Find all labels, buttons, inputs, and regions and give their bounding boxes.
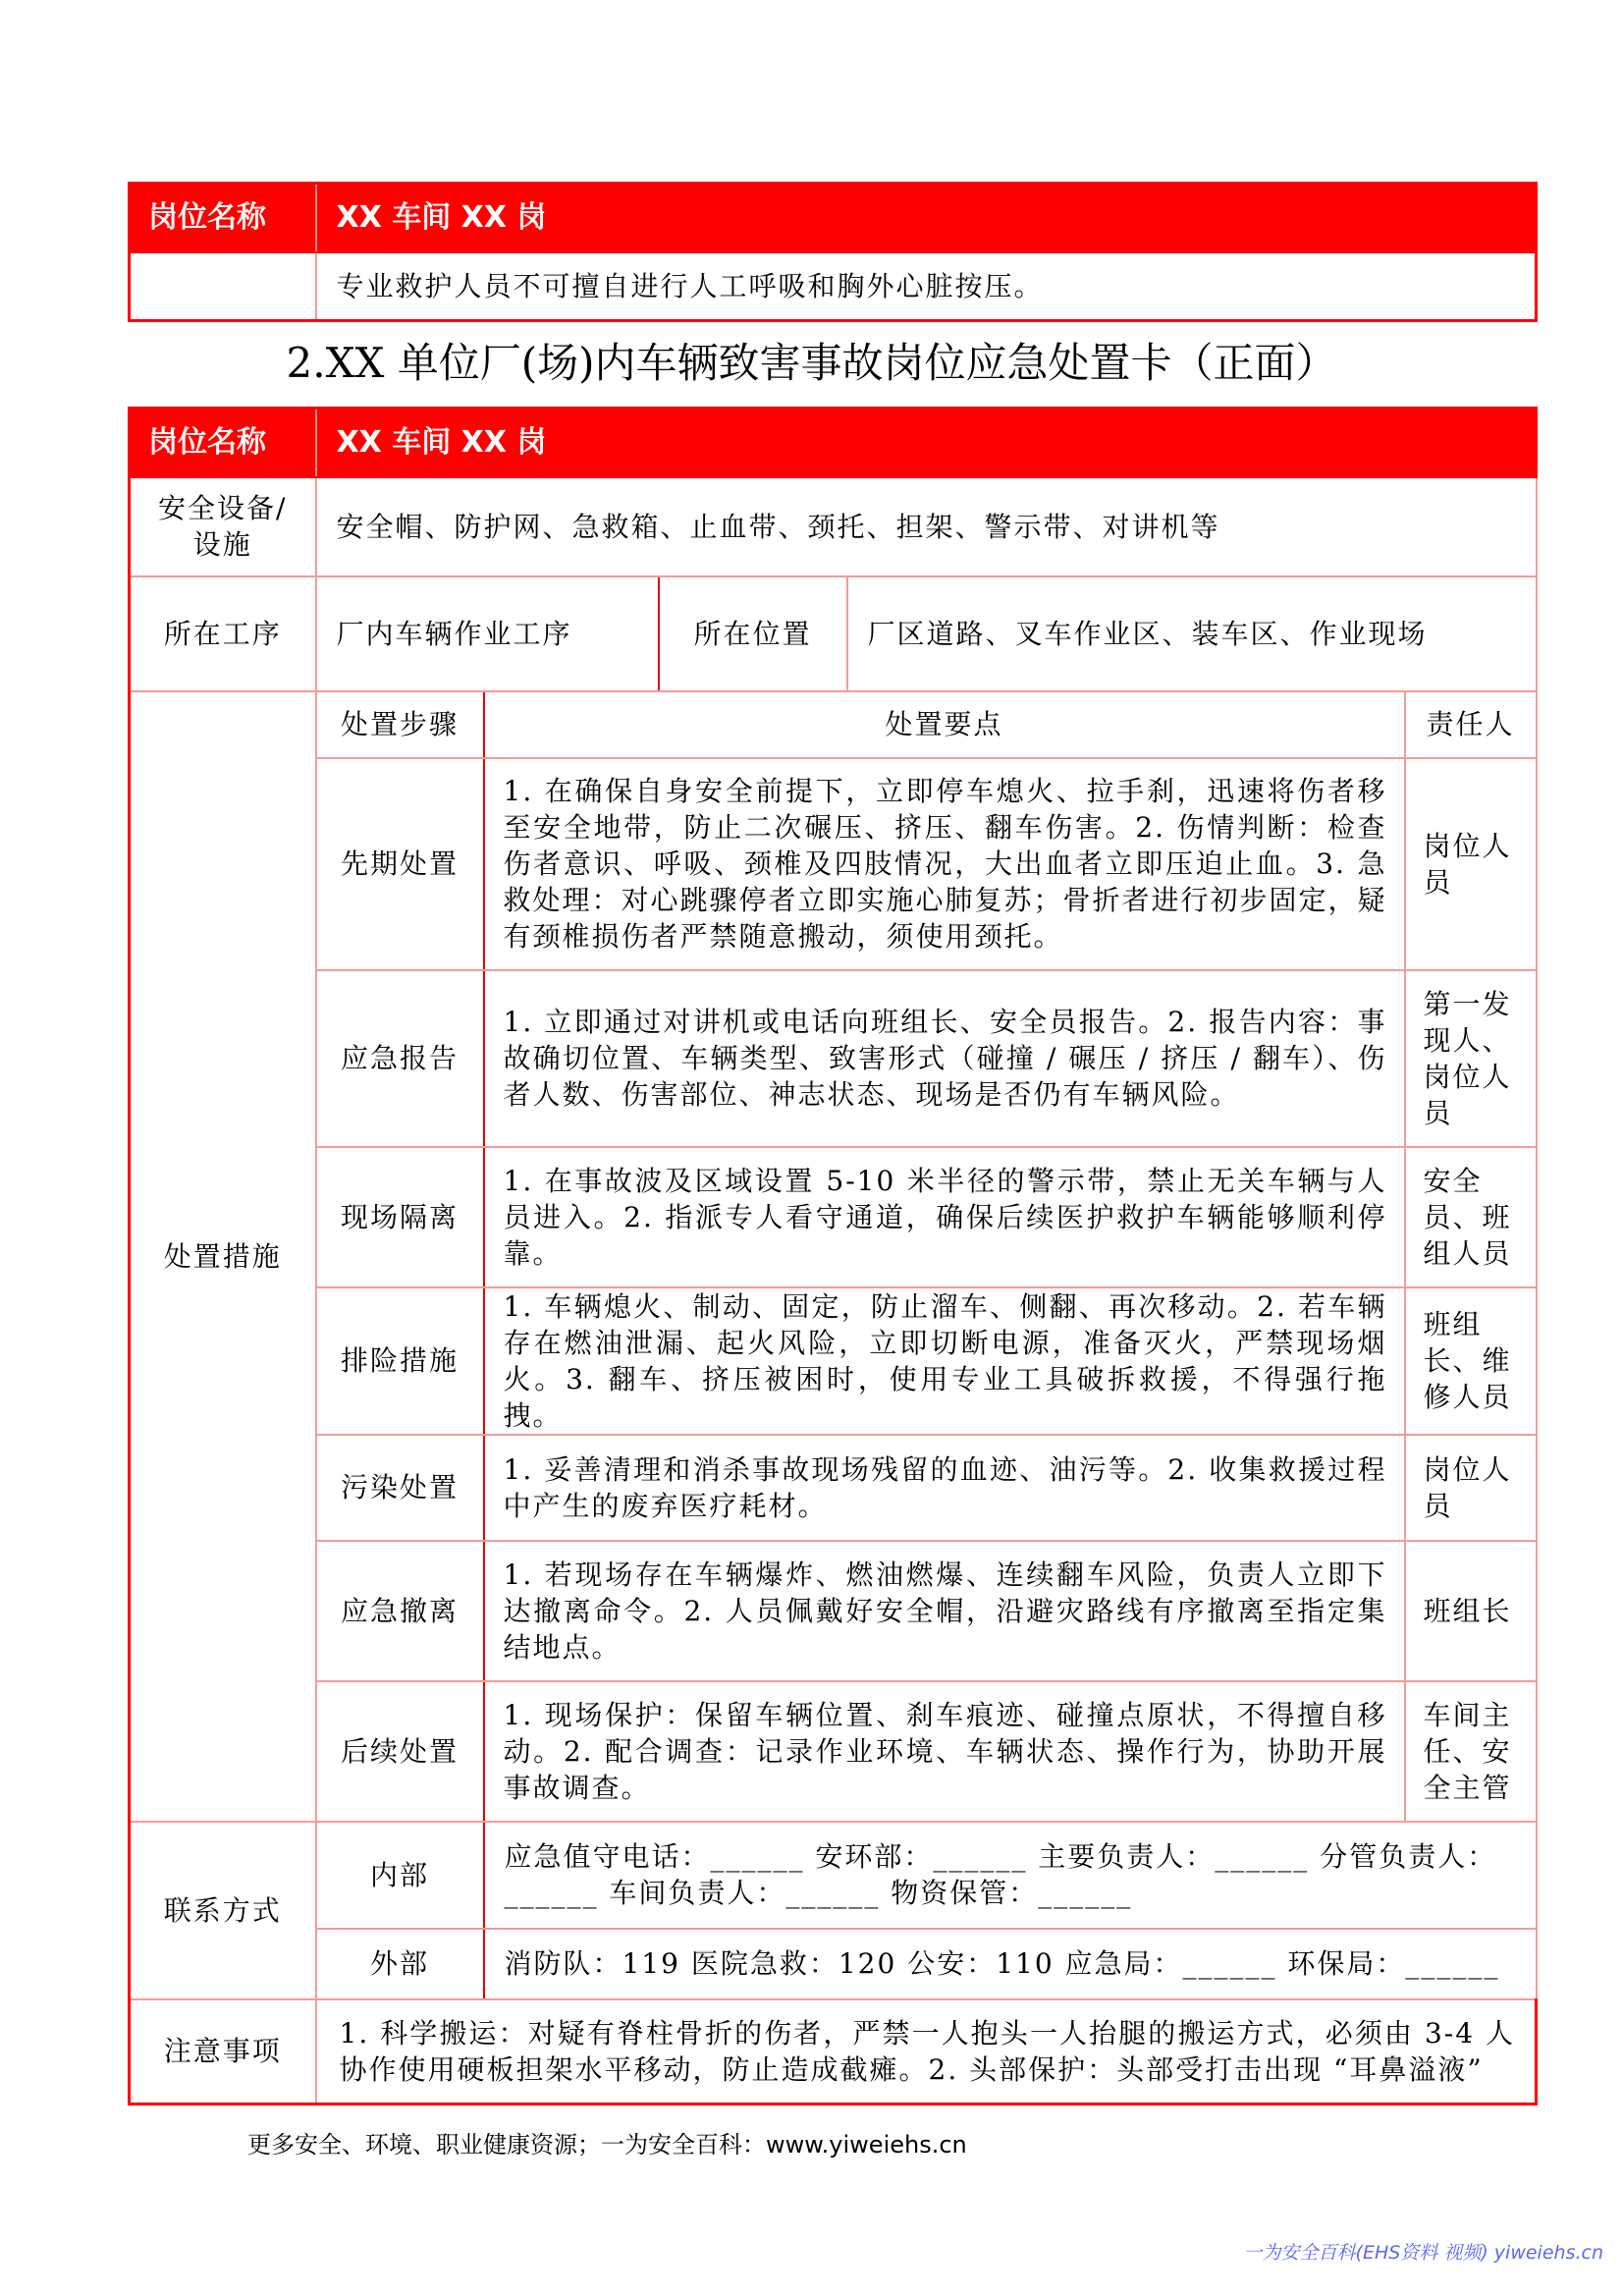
measures-label: 处置措施: [130, 691, 316, 1822]
emergency-card-table: [128, 407, 1538, 2105]
step-name: 应急报告: [316, 970, 484, 1147]
process-label: 所在工序: [130, 576, 316, 691]
contact-internal-value: 应急值守电话：______ 安环部：______ 主要负责人：______ 分管负责人：______ 车间负责人：______ 物资保管：______: [484, 1822, 1537, 1929]
post-name-label: 岗位名称: [130, 184, 316, 252]
contact-type-external: 外部: [316, 1929, 484, 1999]
step-points: 1. 在确保自身安全前提下，立即停车熄火、拉手刹，迅速将伤者移至安全地带，防止二次碾压、挤压、翻车伤害。2. 伤情判断：检查伤者意识、呼吸、颈椎及四肢情况，大出血者立即压迫止血。3. 急救处理：对心跳骤停者立即实施心肺复苏；骨折者进行初步固定，疑有颈椎损伤者严禁随意搬动，须使用颈托。: [484, 758, 1405, 970]
contact-label: 联系方式: [130, 1822, 316, 1999]
step-row: [130, 1541, 1537, 1681]
step-points: 1. 妥善清理和消杀事故现场残留的血迹、油污等。2. 收集救援过程中产生的废弃医疗耗材。: [484, 1435, 1405, 1541]
step-row: [130, 1681, 1537, 1822]
step-points: 1. 立即通过对讲机或电话向班组长、安全员报告。2. 报告内容：事故确切位置、车辆类型、致害形式（碰撞 / 碾压 / 挤压 / 翻车）、伤者人数、伤害部位、神志状态、现场是否仍有车辆风险。: [484, 970, 1405, 1147]
safety-equipment-value: 安全帽、防护网、急救箱、止血带、颈托、担架、警示带、对讲机等: [316, 477, 1537, 576]
watermark-text: 一为安全百科(EHS资料 视频) yiweiehs.cn: [1243, 2242, 1603, 2264]
contact-row-internal: [130, 1822, 1537, 1929]
previous-card-note-row: [130, 252, 1537, 321]
location-label: 所在位置: [659, 576, 847, 691]
empty-cell: [130, 252, 316, 321]
location-value: 厂区道路、叉车作业区、装车区、作业现场: [847, 576, 1537, 691]
step-name: 现场隔离: [316, 1147, 484, 1287]
footer-text: 更多安全、环境、职业健康资源；一为安全百科：www.yiweiehs.cn: [247, 2131, 967, 2159]
safety-equipment-row: [130, 477, 1537, 576]
process-location-row: [130, 576, 1537, 691]
notes-value: 1. 科学搬运：对疑有脊柱骨折的伤者，严禁一人抱头一人抬腿的搬运方式，必须由 3-4 人协作使用硬板担架水平移动，防止造成截瘫。2. 头部保护：头部受打击出现 “耳鼻溢液”: [316, 1999, 1537, 2105]
step-name: 应急撤离: [316, 1541, 484, 1681]
step-owner: 第一发现人、岗位人员: [1405, 970, 1537, 1147]
column-header-points: 处置要点: [484, 691, 1405, 758]
step-owner: 岗位人员: [1405, 1435, 1537, 1541]
previous-card-table: [128, 182, 1538, 322]
step-name: 后续处置: [316, 1681, 484, 1822]
step-owner: 班组长、维修人员: [1405, 1287, 1537, 1435]
step-row: [130, 758, 1537, 970]
step-points: 1. 若现场存在车辆爆炸、燃油燃爆、连续翻车风险，负责人立即下达撤离命令。2. 人员佩戴好安全帽，沿避灾路线有序撤离至指定集结地点。: [484, 1541, 1405, 1681]
step-row: [130, 1435, 1537, 1541]
step-owner: 班组长: [1405, 1541, 1537, 1681]
page-title: 2.XX 单位厂(场)内车辆致害事故岗位应急处置卡（正面）: [286, 339, 1337, 387]
column-header-owner: 责任人: [1405, 691, 1537, 758]
safety-equipment-label: 安全设备/设施: [130, 477, 316, 576]
step-points: 1. 在事故波及区域设置 5-10 米半径的警示带，禁止无关车辆与人员进入。2. 指派专人看守通道，确保后续医护救护车辆能够顺利停靠。: [484, 1147, 1405, 1287]
step-owner: 安全员、班组人员: [1405, 1147, 1537, 1287]
post-name-label: 岗位名称: [130, 409, 316, 477]
column-header-step: 处置步骤: [316, 691, 484, 758]
contact-type-internal: 内部: [316, 1822, 484, 1929]
post-name-value: XX 车间 XX 岗: [316, 184, 1537, 252]
notes-row: [130, 1999, 1537, 2105]
step-name: 污染处置: [316, 1435, 484, 1541]
step-row: [130, 1147, 1537, 1287]
previous-card-note: 专业救护人员不可擅自进行人工呼吸和胸外心脏按压。: [316, 252, 1537, 321]
process-value: 厂内车辆作业工序: [316, 576, 659, 691]
step-owner: 岗位人员: [1405, 758, 1537, 970]
step-row: [130, 1287, 1537, 1435]
card-header-row: [130, 409, 1537, 477]
step-name: 排险措施: [316, 1287, 484, 1435]
step-points: 1. 现场保护：保留车辆位置、刹车痕迹、碰撞点原状，不得擅自移动。2. 配合调查：记录作业环境、车辆状态、操作行为，协助开展事故调查。: [484, 1681, 1405, 1822]
step-points: 1. 车辆熄火、制动、固定，防止溜车、侧翻、再次移动。2. 若车辆存在燃油泄漏、起火风险，立即切断电源，准备灭火，严禁现场烟火。3. 翻车、挤压被困时，使用专业工具破拆救援，不得强行拖拽。: [484, 1287, 1405, 1435]
contact-row-external: [130, 1929, 1537, 1999]
notes-label: 注意事项: [130, 1999, 316, 2105]
measures-header-row: [130, 691, 1537, 758]
step-row: [130, 970, 1537, 1147]
step-name: 先期处置: [316, 758, 484, 970]
step-owner: 车间主任、安全主管: [1405, 1681, 1537, 1822]
contact-external-value: 消防队：119 医院急救：120 公安：110 应急局：______ 环保局：______: [484, 1929, 1537, 1999]
previous-card-header-row: [130, 184, 1537, 252]
post-name-value: XX 车间 XX 岗: [316, 409, 1537, 477]
